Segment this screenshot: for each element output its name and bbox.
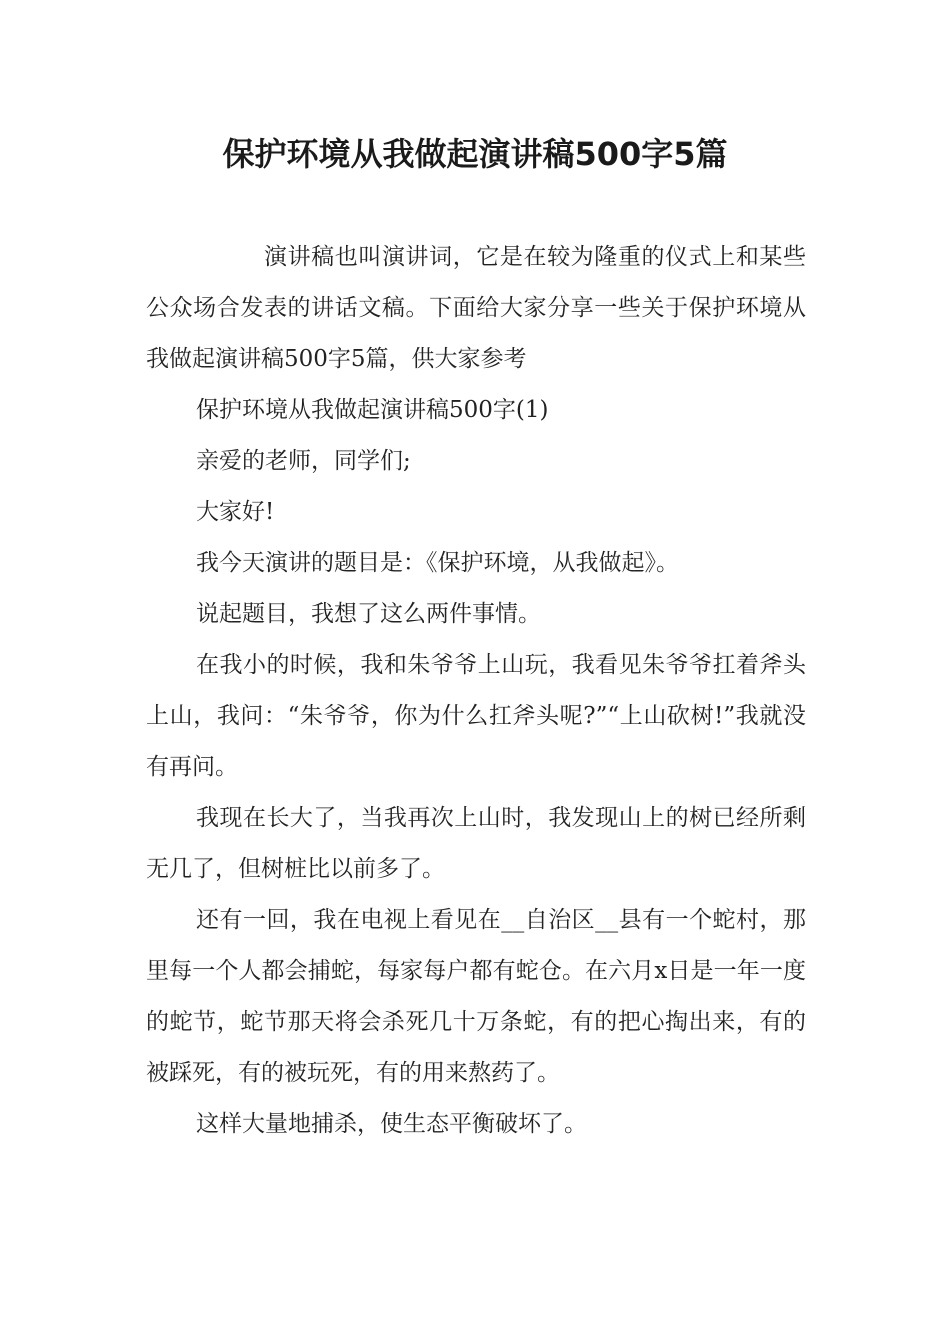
- topic-paragraph: 我今天演讲的题目是：《保护环境，从我做起》。: [196, 550, 679, 576]
- page-title: 保护环境从我做起演讲稿500字5篇: [222, 135, 728, 173]
- document-body: [146, 232, 806, 1150]
- body-paragraph: 还有一回，我在电视上看见在__自治区__县有一个蛇村，那里每一个人都会捕蛇，每家每户都有蛇仓。在六月x日是一年一度的蛇节，蛇节那天将会杀死几十万条蛇，有的把心掏出来，有的被踩死，有的被玩死，有的用来熬药了。: [146, 907, 806, 1086]
- intro-paragraph: 演讲稿也叫演讲词，它是在较为隆重的仪式上和某些公众场合发表的讲话文稿。下面给大家分享一些关于保护环境从我做起演讲稿500字5篇，供大家参考: [146, 244, 806, 372]
- body-paragraph: 说起题目，我想了这么两件事情。: [196, 601, 541, 627]
- body-paragraph: 这样大量地捕杀，使生态平衡破坏了。: [196, 1111, 587, 1137]
- body-paragraph: 在我小的时候，我和朱爷爷上山玩，我看见朱爷爷扛着斧头上山，我问：“朱爷爷，你为什么扛斧头呢?”“上山砍树!”我就没有再问。: [146, 652, 806, 780]
- salutation-paragraph: 亲爱的老师，同学们;: [196, 448, 411, 474]
- section-heading: 保护环境从我做起演讲稿500字(1): [196, 397, 549, 423]
- body-paragraph: 我现在长大了，当我再次上山时，我发现山上的树已经所剩无几了，但树桩比以前多了。: [146, 805, 806, 882]
- greeting-paragraph: 大家好!: [196, 499, 275, 525]
